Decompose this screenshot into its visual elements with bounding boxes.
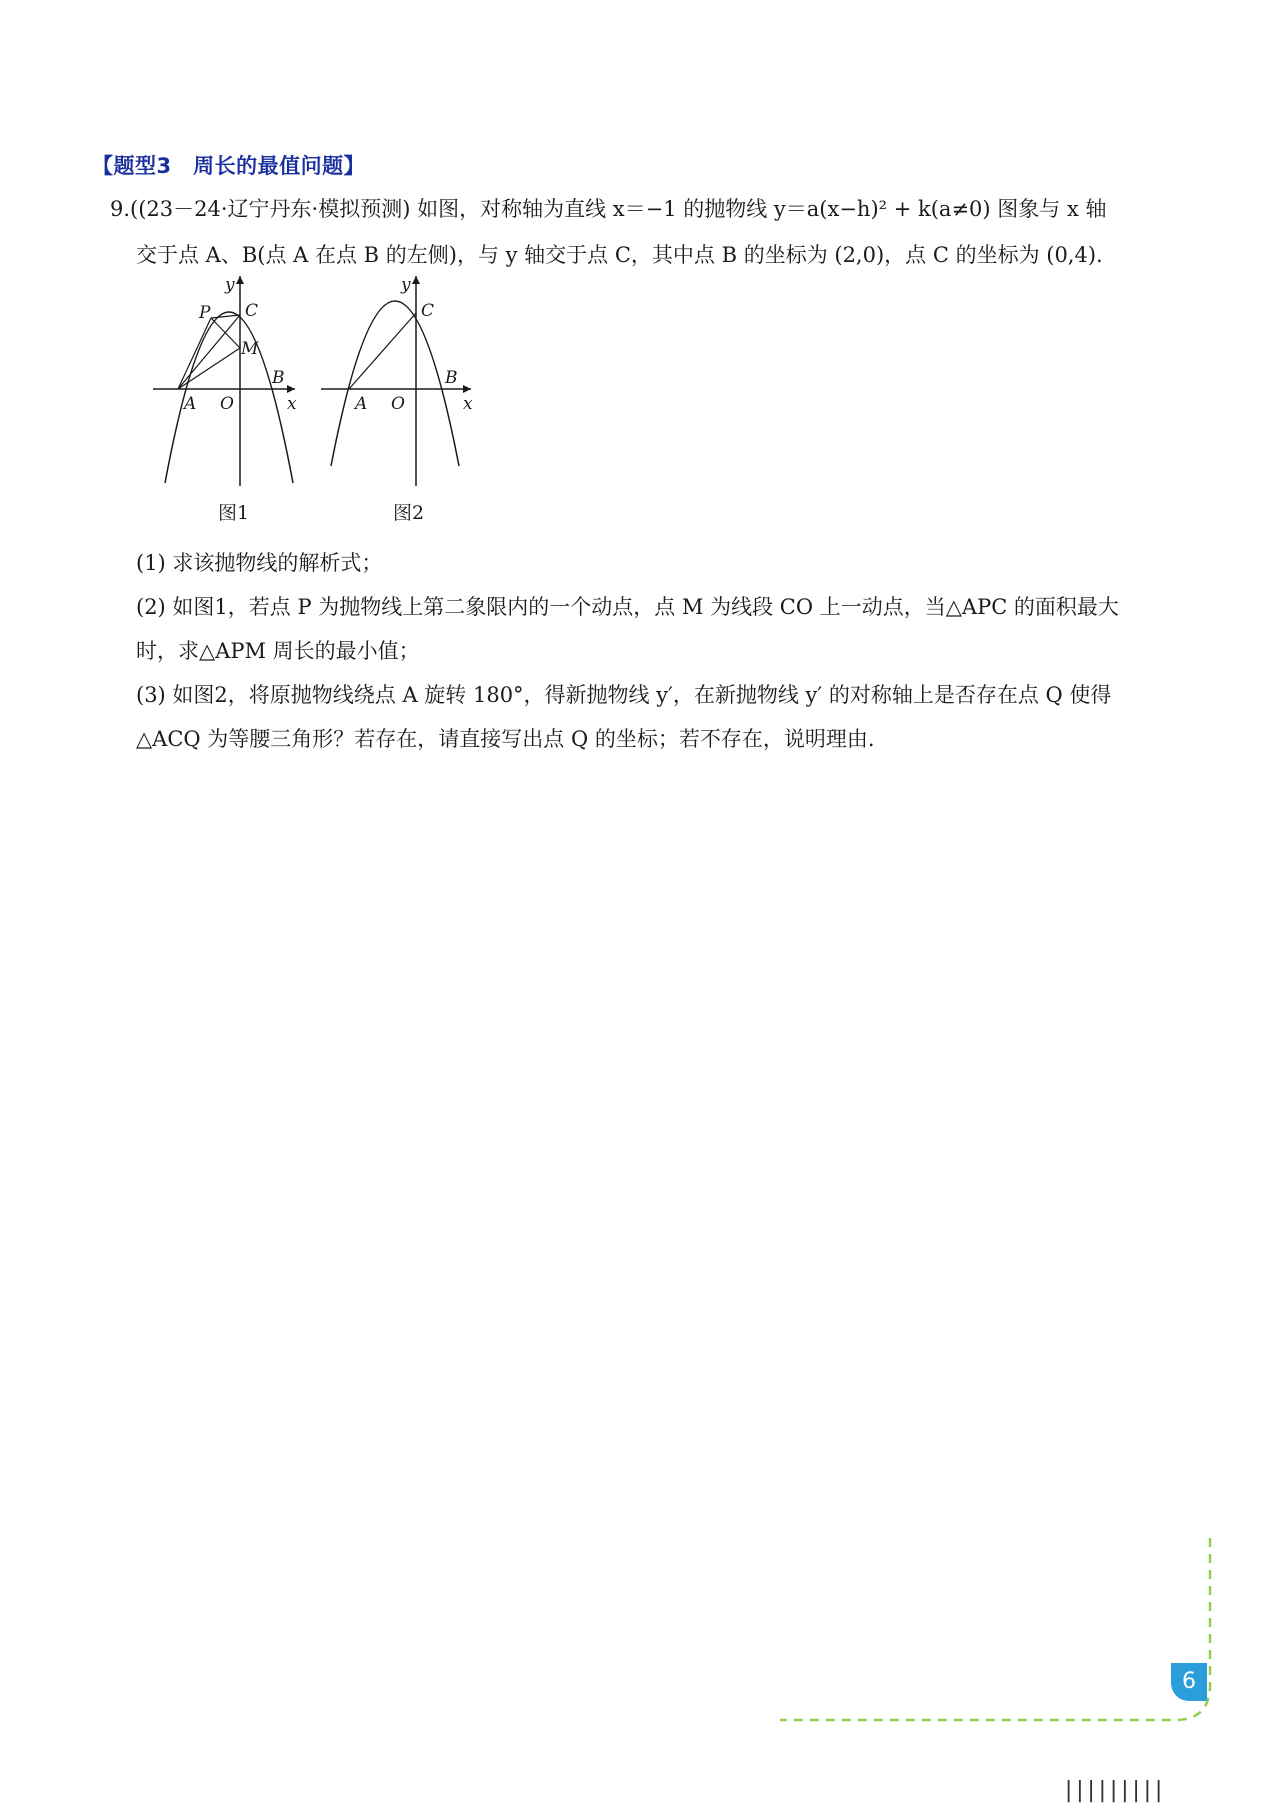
fig1-label-b: B: [272, 368, 285, 388]
section-title: 【题型3 周长的最值问题】: [92, 154, 366, 178]
fig1-label-x: x: [287, 394, 297, 414]
question-1: (1) 求该抛物线的解析式；: [136, 551, 383, 575]
question-2-line-2: 时，求△APM 周长的最小值；: [136, 639, 420, 663]
question-2-line-1: (2) 如图1，若点 P 为抛物线上第二象限内的一个动点，点 M 为线段 CO 上一动点，当△APC 的面积最大: [136, 595, 1119, 619]
question-3-line-1: (3) 如图2，将原抛物线绕点 A 旋转 180°，得新抛物线 y′，在新抛物线 y′ 的对称轴上是否存在点 Q 使得: [136, 683, 1112, 707]
fig2-label-x: x: [463, 394, 473, 414]
fig2-label-a: A: [355, 394, 368, 414]
fig2-label-b: B: [445, 368, 458, 388]
fig1-label-o: O: [220, 394, 234, 414]
problem-line-2: 交于点 A、B(点 A 在点 B 的左侧)，与 y 轴交于点 C，其中点 B 的坐标为 (2,0)，点 C 的坐标为 (0,4).: [136, 243, 1103, 267]
fig1-label-a: A: [184, 394, 197, 414]
fig2-label-c: C: [421, 301, 435, 321]
fig1-label-m: M: [241, 339, 259, 359]
fig1-caption: 图1: [218, 502, 250, 524]
fig1-label-c: C: [245, 301, 259, 321]
fig2-label-o: O: [391, 394, 405, 414]
fig1-label-p: P: [199, 303, 211, 323]
question-3-line-2: △ACQ 为等腰三角形？若存在，请直接写出点 Q 的坐标；若不存在，说明理由.: [136, 727, 875, 751]
frame-dashed-line: [780, 1538, 1210, 1720]
fig2-caption: 图2: [393, 502, 425, 524]
barcode-mark: |||||||||: [1062, 1778, 1164, 1803]
fig1-label-y: y: [225, 276, 235, 295]
fig2-label-y: y: [401, 276, 411, 295]
page-number-badge: 6: [1171, 1663, 1207, 1701]
problem-line-1: 9.((23－24·辽宁丹东·模拟预测) 如图，对称轴为直线 x＝−1 的抛物线 y＝a(x−h)² + k(a≠0) 图象与 x 轴: [110, 197, 1107, 221]
